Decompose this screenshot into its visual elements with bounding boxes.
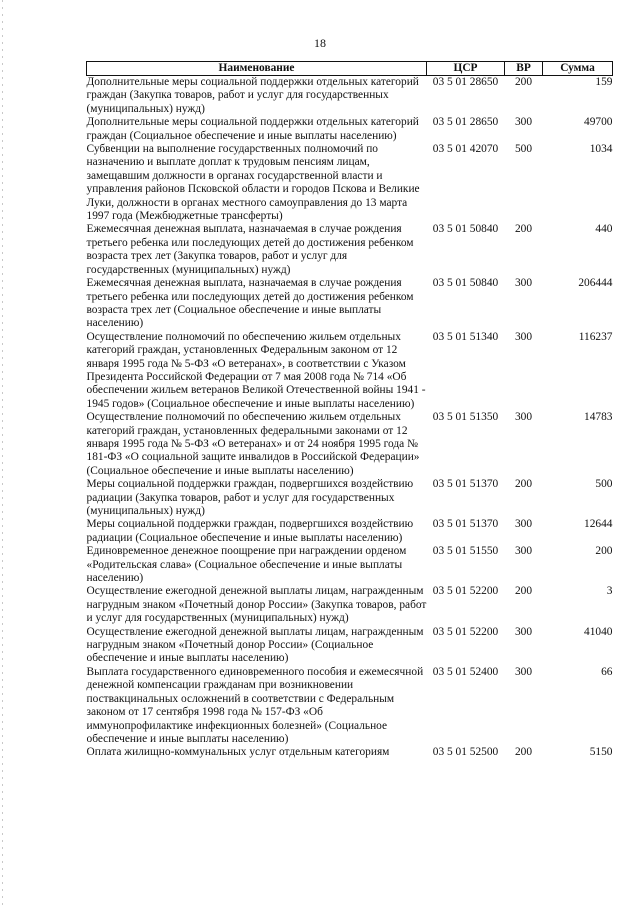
row-csr: 03 5 01 28650 xyxy=(432,116,499,129)
row-name: Ежемесячная денежная выплата, назначаемая в случае рождения третьего ребенка или последующих детей до достижения ребенком возраста трех лет (Закупка товаров, работ и услуг для государственных (муниципальных) нужд) xyxy=(86,223,414,276)
table-row xyxy=(87,478,613,518)
row-vr: 300 xyxy=(514,116,533,129)
row-name: Осуществление полномочий по обеспечению жильем отдельных категорий граждан, установленных федеральными законами от 12 января 1995 года № 5-ФЗ «О ветеранах» и от 24 ноября 1995 года № 181-ФЗ «О социальной защите инвалидов в Российской Федерации» (Социальное обеспечение и иные выплаты населению) xyxy=(86,411,420,477)
header-name: Наименование xyxy=(87,62,427,76)
table-row xyxy=(87,277,613,331)
row-name: Ежемесячная денежная выплата, назначаемая в случае рождения третьего ребенка или последующих детей до достижения ребенком возраста трех лет (Социальное обеспечение и иные выплаты населению) xyxy=(86,277,414,330)
row-vr: 300 xyxy=(514,411,533,424)
header-csr: ЦСР xyxy=(427,62,505,76)
table-header-row xyxy=(87,62,613,76)
header-vr: ВР xyxy=(505,62,543,76)
table-row xyxy=(87,143,613,223)
header-sum: Сумма xyxy=(543,62,613,76)
row-name: Оплата жилищно-коммунальных услуг отдельным категориям xyxy=(86,746,390,759)
row-vr: 300 xyxy=(514,518,533,531)
row-csr: 03 5 01 51350 xyxy=(432,411,499,424)
row-sum: 116237 xyxy=(578,330,613,343)
row-sum: 5150 xyxy=(589,746,613,759)
row-csr: 03 5 01 52200 xyxy=(432,585,499,598)
row-sum: 440 xyxy=(595,223,613,236)
row-csr: 03 5 01 52500 xyxy=(432,746,499,759)
row-csr: 03 5 01 51550 xyxy=(432,545,499,558)
table-row xyxy=(87,585,613,625)
row-csr: 03 5 01 42070 xyxy=(432,143,499,156)
row-vr: 200 xyxy=(514,223,533,236)
row-vr: 200 xyxy=(514,746,533,759)
row-sum: 3 xyxy=(606,585,613,598)
row-vr: 200 xyxy=(514,478,533,491)
row-csr: 03 5 01 51370 xyxy=(432,518,499,531)
row-sum: 14783 xyxy=(584,411,613,424)
row-name: Выплата государственного единовременного пособия и ежемесячной денежной компенсации гражданам при возникновении поствакцинальных осложнений в соответствии с Федеральным законом от 17 сентября 1998 года № 157-ФЗ «Об иммунопрофилактике инфекционных болезней» (Социальное обеспечение и иные выплаты населению) xyxy=(86,665,424,745)
table-row xyxy=(87,411,613,478)
scan-edge-mark xyxy=(2,0,3,905)
row-sum: 1034 xyxy=(589,143,613,156)
row-name: Субвенции на выполнение государственных полномочий по назначению и выплате доплат к трудовым пенсиям лицам, замещавшим должности в органах государственной власти и управления районов Псковской области и городов Пскова и Великие Луки, должности в органах местного самоуправления до 13 марта 1997 года (Межбюджетные трансферты) xyxy=(86,143,420,223)
row-sum: 206444 xyxy=(578,277,613,290)
table-row xyxy=(87,666,613,746)
row-vr: 300 xyxy=(514,545,533,558)
table-row xyxy=(87,116,613,143)
row-sum: 200 xyxy=(595,545,613,558)
row-vr: 200 xyxy=(514,585,533,598)
table-row xyxy=(87,331,613,411)
row-name: Дополнительные меры социальной поддержки отдельных категорий граждан (Закупка товаров, работ и услуг для государственных (муниципальных) нужд) xyxy=(86,76,419,115)
row-name: Осуществление ежегодной денежной выплаты лицам, награжденным нагрудным знаком «Почетный донор России» (Закупка товаров, работ и услуг для государственных (муниципальных) нужд) xyxy=(86,585,427,625)
row-name: Единовременное денежное поощрение при награждении орденом «Родительская слава» (Социальное обеспечение и иные выплаты населению) xyxy=(86,545,407,585)
row-csr: 03 5 01 28650 xyxy=(432,76,499,88)
row-name: Меры социальной поддержки граждан, подвергшихся воздействию радиации (Социальное обеспечение и иные выплаты населению) xyxy=(86,518,414,544)
row-vr: 200 xyxy=(514,76,533,88)
row-sum: 41040 xyxy=(584,625,613,638)
row-name: Осуществление полномочий по обеспечению жильем отдельных категорий граждан, установленных Федеральным законом от 12 января 1995 года № 5-ФЗ «О ветеранах», в соответствии с Указом Президента Российской Федерации от 7 мая 2008 года № 714 «Об обеспечении жильем ветеранов Великой Отечественной войны 1941 - 1945 годов» (Социальное обеспечение и иные выплаты населению) xyxy=(86,330,426,410)
row-vr: 300 xyxy=(514,277,533,290)
table-row xyxy=(87,626,613,666)
table-row xyxy=(87,545,613,585)
table-header xyxy=(87,62,613,76)
row-sum: 12644 xyxy=(584,518,613,531)
table-row xyxy=(87,746,613,759)
row-vr: 300 xyxy=(514,330,533,343)
row-vr: 500 xyxy=(514,143,533,156)
table-row xyxy=(87,518,613,545)
row-sum: 66 xyxy=(601,665,613,678)
row-name: Дополнительные меры социальной поддержки отдельных категорий граждан (Социальное обеспечение и иные выплаты населению) xyxy=(86,116,419,142)
row-sum: 159 xyxy=(595,76,613,88)
row-csr: 03 5 01 51370 xyxy=(432,478,499,491)
table-row xyxy=(87,76,613,117)
table-row xyxy=(87,223,613,277)
row-csr: 03 5 01 50840 xyxy=(432,223,499,236)
table-body xyxy=(87,76,613,760)
budget-table xyxy=(86,61,613,760)
row-csr: 03 5 01 52200 xyxy=(432,625,499,638)
row-name: Меры социальной поддержки граждан, подвергшихся воздействию радиации (Закупка товаров, работ и услуг для государственных (муниципальных) нужд) xyxy=(86,478,414,517)
row-name: Осуществление ежегодной денежной выплаты лицам, награжденным нагрудным знаком «Почетный донор России» (Социальное обеспечение и иные выплаты населению) xyxy=(86,625,424,665)
row-csr: 03 5 01 51340 xyxy=(432,330,499,343)
row-sum: 500 xyxy=(595,478,613,491)
row-vr: 300 xyxy=(514,625,533,638)
row-csr: 03 5 01 50840 xyxy=(432,277,499,290)
row-csr: 03 5 01 52400 xyxy=(432,665,499,678)
row-vr: 300 xyxy=(514,665,533,678)
page-number: 18 xyxy=(314,36,326,50)
row-sum: 49700 xyxy=(584,116,613,129)
